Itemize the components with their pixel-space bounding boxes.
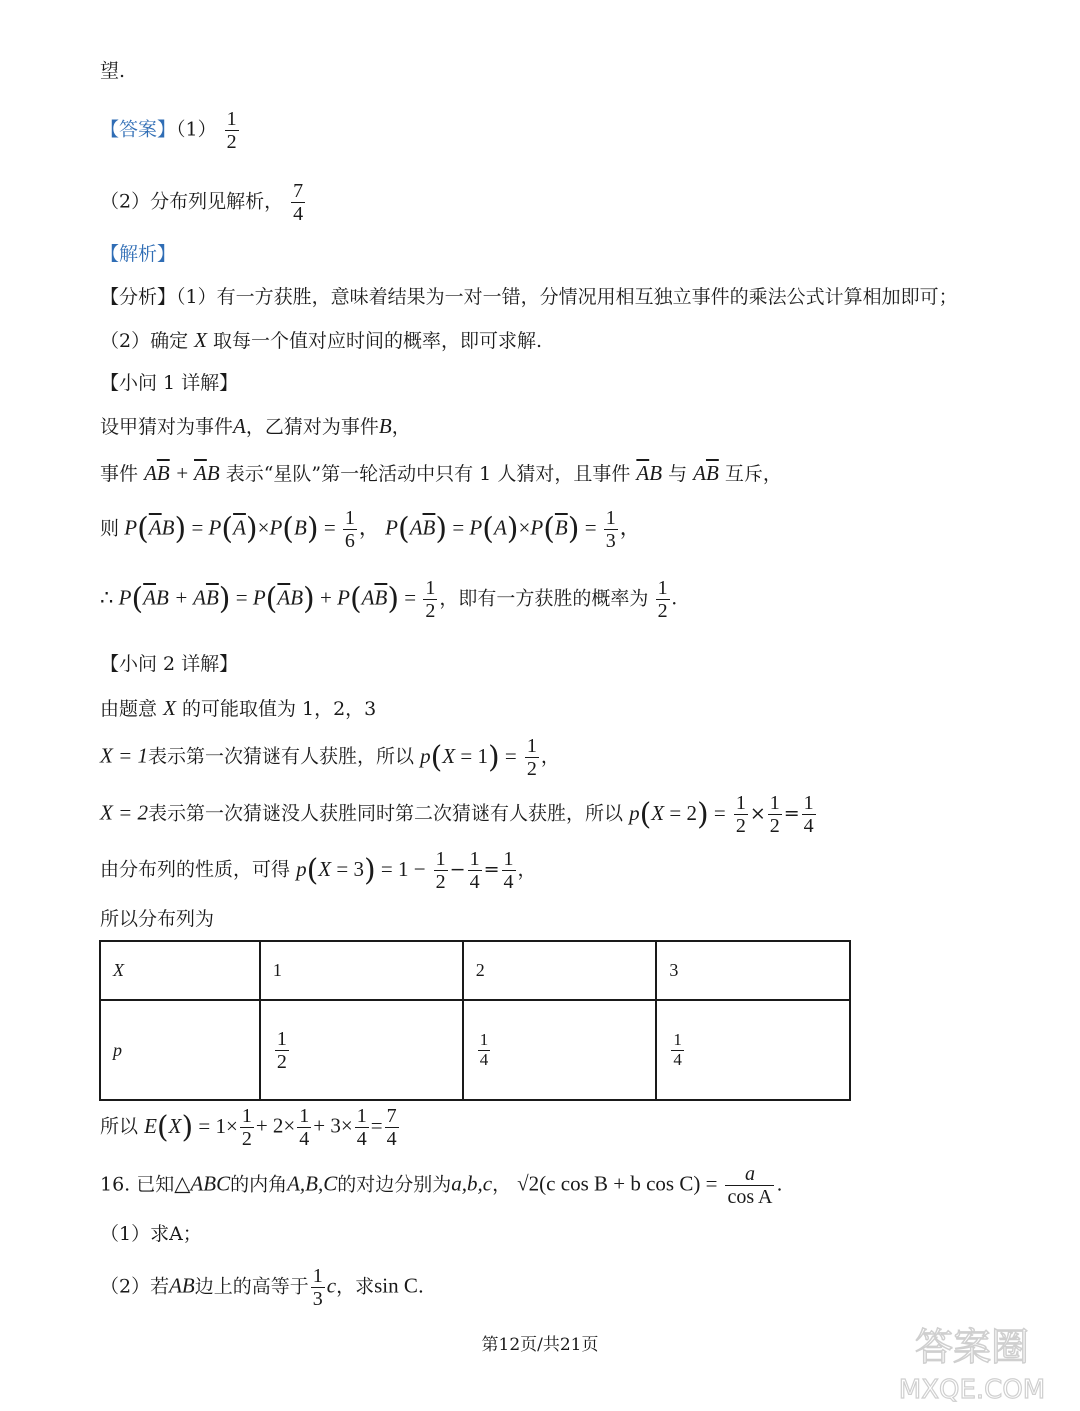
text-line: 望. [100, 60, 126, 82]
answer-tag: 【答案】 [100, 118, 177, 141]
fraction: $\frac{1}{2}$ [735, 792, 746, 837]
watermark-text-1: 答案圈 [914, 1325, 1030, 1369]
watermark-text-2: MXQE.COM [898, 1375, 1046, 1405]
fraction: $\frac{a}{\text{cos A}}$ [727, 1163, 773, 1208]
analysis-tag: 【解析】 [100, 243, 177, 265]
table-cell: p [100, 1000, 260, 1100]
q2-line-2: X = 1表示第一次猜谜有人获胜，所以 p(X = 1) = $\frac{1}{2}$ ， [100, 735, 560, 780]
table-cell: X [100, 941, 260, 1000]
answer-line-1 [100, 108, 241, 153]
fenxi-text: （1）有一方获胜，意味着结果为一对一错，分情况用相互独立事件的乘法公式计算相加即可； [176, 286, 958, 308]
q2-line-4: 由分布列的性质，可得 p(X = 3) = 1 − $\frac{1}{2}$ − $\frac{1}{4}$ = $\frac{1}{4}$ ， [100, 848, 537, 893]
distribution-table [99, 940, 851, 1101]
table-cell: $\frac{1}{4}$ [656, 1000, 850, 1100]
fraction: $\frac{7}{4}$ [386, 1105, 397, 1150]
q2-line-3: X = 2表示第一次猜谜没人获胜同时第二次猜谜有人获胜，所以 p(X = 2) = $\frac{1}{2}$ × $\frac{1}{2}$ = $\frac{1}{4}$ [100, 792, 814, 837]
fraction: $\frac{1}{4}$ [503, 848, 514, 893]
analysis-line-1 [100, 288, 958, 307]
table-row [100, 1000, 850, 1100]
fraction: $\frac{1}{2}$ [435, 848, 446, 893]
q2-line-6: 所以 E(X) = 1× $\frac{1}{2}$ + 2× $\frac{1}{4}$ + 3× $\frac{1}{4}$ = $\frac{7}{4}$ [100, 1105, 397, 1150]
q1-line-2: 事件 $A\overline{B} + \overline{A}B$ 表示“星队”第一轮活动中只有 1 人猜对，且事件 $\overline{A}B$ 与 $A\overline{B}$ 互斥， [100, 461, 782, 485]
fraction: $\frac{1}{3}$ [312, 1265, 323, 1310]
analysis-line-2: （2）确定 X 取每一个值对应时间的概率，即可求解. [100, 328, 543, 352]
fraction: $\frac{1}{4}$ [299, 1105, 310, 1150]
fraction: $\frac{1}{2}$ [526, 735, 537, 780]
table-cell: 2 [463, 941, 657, 1000]
fraction: $\frac{7}{4}$ [293, 180, 304, 225]
problem-16: 16. 已知△ABC的内角A,B,C的对边分别为a,b,c， √2(c cos B + b cos C) = $\frac{a}{\text{cos A}}$ . [100, 1163, 783, 1208]
answer-2-prefix: （2）分布列见解析， [100, 190, 284, 213]
subquestion-1-tag: 【小问 1 详解】 [100, 372, 239, 394]
q2-line-5: 所以分布列为 [100, 908, 215, 930]
fraction: $\frac{1}{2}$ [226, 108, 237, 153]
fenxi-tag: 【分析】 [100, 286, 177, 308]
problem-16-q2: （2）若AB边上的高等于 $\frac{1}{3}$ c，求sin C. [100, 1265, 424, 1310]
table-cell: 1 [260, 941, 463, 1000]
table-cell: 3 [656, 941, 850, 1000]
fraction: $\frac{1}{6}$ [344, 507, 355, 552]
fraction: $\frac{1}{2}$ [769, 792, 780, 837]
fraction: $\frac{1}{2}$ [241, 1105, 252, 1150]
q1-line-1: 设甲猜对为事件A，乙猜对为事件B， [100, 414, 411, 438]
fraction: $\frac{1}{2}$ [657, 577, 668, 622]
table-cell: $\frac{1}{4}$ [463, 1000, 657, 1100]
fraction: $\frac{1}{3}$ [605, 507, 616, 552]
table-cell: $\frac{1}{2}$ [260, 1000, 463, 1100]
subquestion-2-tag: 【小问 2 详解】 [100, 653, 239, 675]
fraction: $\frac{1}{4}$ [356, 1105, 367, 1150]
problem-16-q1: （1）求A； [100, 1223, 202, 1245]
q2-line-1: 由题意 X 的可能取值为 1，2，3 [100, 696, 377, 720]
q1-line-4: ∴ $P(\overline{A}B + A\overline{B}) = P(\overline{A}B) + P(A\overline{B})$ = $\frac{1}{2}$ ，即有一方获胜的概率为 $\frac{1}{2}$ . [100, 577, 677, 622]
answer-1-prefix: （1） [176, 118, 217, 141]
answer-line-2 [100, 180, 307, 225]
table-row [100, 941, 850, 1000]
fraction: $\frac{1}{4}$ [803, 792, 814, 837]
page-footer: 第12页/共21页 [481, 1335, 599, 1355]
watermark-logo [882, 1318, 1062, 1408]
fraction: $\frac{1}{2}$ [425, 577, 436, 622]
q1-line-3: 则 $P(\overline{A}B) = P(\overline{A})\times P(B)$ = $\frac{1}{6}$ ， $P(A\overline{B}) = P(A)\times P(\overline{B})$ = $\frac{1}{3}$ ， [100, 507, 641, 552]
fraction: $\frac{1}{4}$ [469, 848, 480, 893]
